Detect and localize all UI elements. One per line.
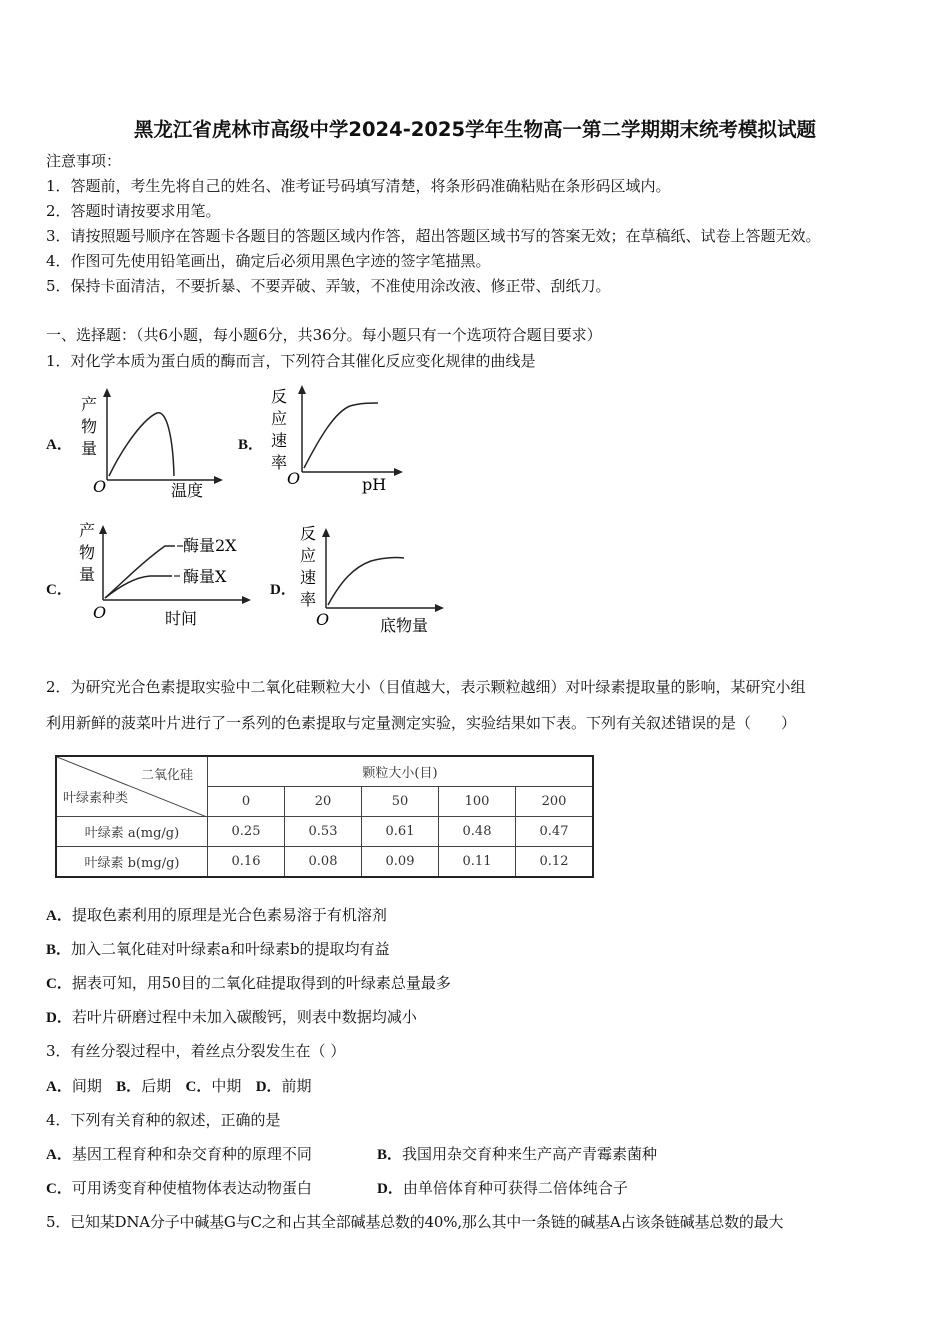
option-c-label: C． xyxy=(46,582,72,598)
graph-b xyxy=(265,382,415,494)
graph-b-ylabel-1: 反 xyxy=(271,387,288,406)
table-cell: 0.16 xyxy=(208,847,285,878)
q3-options xyxy=(46,1076,312,1097)
graph-a xyxy=(75,388,225,500)
q4-option-c-label: C． xyxy=(46,1181,72,1197)
q4-option-b-label: B． xyxy=(377,1147,403,1163)
table-column-header: 200 xyxy=(516,787,594,817)
graph-c xyxy=(75,520,260,635)
graph-c-xlabel: 时间 xyxy=(165,609,198,628)
table-group-header: 颗粒大小(目) xyxy=(208,756,594,787)
table-cell: 0.53 xyxy=(285,817,362,847)
q2-option-b-text: 加入二氧化硅对叶绿素a和叶绿素b的提取均有益 xyxy=(71,940,390,958)
q3-option-d-label: D． xyxy=(255,1079,282,1095)
table-cell: 0.47 xyxy=(516,817,594,847)
data-table xyxy=(55,755,594,878)
table-column-header: 20 xyxy=(285,787,362,817)
table-corner-top: 二氧化硅 xyxy=(140,768,193,783)
q2-option-d[interactable] xyxy=(46,1007,417,1028)
table-row xyxy=(56,817,593,847)
q4-option-c[interactable] xyxy=(46,1178,312,1199)
q3-option-a-label: A． xyxy=(46,1079,72,1095)
table-row-name: 叶绿素 b(mg/g) xyxy=(56,847,208,878)
graph-d-ylabel-2: 应 xyxy=(300,546,317,565)
notice-item: 4．作图可先使用铅笔画出，确定后必须用黑色字迹的签字笔描黑。 xyxy=(46,252,491,270)
q2-option-b-label: B． xyxy=(46,942,72,958)
graph-c-curve1-label: 酶量2X xyxy=(183,536,237,555)
graph-d-origin: O xyxy=(316,610,330,629)
graph-c-origin: O xyxy=(93,603,107,622)
graph-b-ylabel-3: 速 xyxy=(271,431,288,450)
table-cell: 0.08 xyxy=(285,847,362,878)
graph-d-xlabel: 底物量 xyxy=(380,616,429,635)
q4-option-c-text: 可用诱变育种使植物体表达动物蛋白 xyxy=(71,1179,312,1197)
q2-option-a-text: 提取色素利用的原理是光合色素易溶于有机溶剂 xyxy=(71,906,387,924)
notice-item: 1．答题前，考生先将自己的姓名、准考证号码填写清楚，将条形码准确粘贴在条形码区域内。 xyxy=(46,177,671,195)
option-b-label: B． xyxy=(238,437,264,453)
q3-option-c-label: C． xyxy=(185,1079,212,1095)
table-cell: 0.61 xyxy=(362,817,439,847)
option-a-label: A． xyxy=(46,437,72,453)
graph-c-ylabel-2: 物 xyxy=(79,543,96,562)
q3-option-a-text: 间期 xyxy=(71,1077,102,1095)
table-cell: 0.48 xyxy=(439,817,516,847)
table-cell: 0.11 xyxy=(439,847,516,878)
graph-c-ylabel-3: 量 xyxy=(79,565,96,584)
table-column-header: 50 xyxy=(362,787,439,817)
graph-d-ylabel-3: 速 xyxy=(300,568,317,587)
q3-option-c[interactable] xyxy=(186,1077,242,1095)
notice-item: 5．保持卡面清洁，不要折暴、不要弄破、弄皱，不准使用涂改液、修正带、刮纸刀。 xyxy=(46,277,611,295)
table-cell: 0.09 xyxy=(362,847,439,878)
q2-option-c-text: 据表可知，用50目的二氧化硅提取得到的叶绿素总量最多 xyxy=(71,974,451,992)
page-title: 黑龙江省虎林市高级中学2024-2025学年生物高一第二学期期末统考模拟试题 xyxy=(133,118,817,141)
graph-a-origin: O xyxy=(93,477,107,496)
notice-item: 3．请按照题号顺序在答题卡各题目的答题区域内作答，超出答题区域书写的答案无效；在草稿纸、试卷上答题无效。 xyxy=(46,227,821,245)
q4-option-a-label: A． xyxy=(46,1147,72,1163)
q2-option-b[interactable] xyxy=(46,939,390,960)
graph-b-origin: O xyxy=(287,469,301,488)
q4-option-a[interactable] xyxy=(46,1144,312,1165)
table-column-header: 100 xyxy=(439,787,516,817)
q4-option-d-label: D． xyxy=(377,1181,403,1197)
question-4-stem: 4．下列有关育种的叙述，正确的是 xyxy=(46,1111,281,1129)
notice-item: 2．答题时请按要求用笔。 xyxy=(46,202,221,220)
table-corner-bottom: 叶绿素种类 xyxy=(63,791,129,806)
table-corner-cell xyxy=(56,756,208,817)
q4-option-d-text: 由单倍体育种可获得二倍体纯合子 xyxy=(402,1179,628,1197)
q2-option-d-label: D． xyxy=(46,1010,72,1026)
table-row xyxy=(56,847,593,878)
question-2-stem-line1: 2．为研究光合色素提取实验中二氧化硅颗粒大小（目值越大，表示颗粒越细）对叶绿素提取量的影响，某研究小组 xyxy=(46,678,806,696)
q3-option-d-text: 前期 xyxy=(281,1077,312,1095)
question-5-stem: 5．已知某DNA分子中碱基G与C之和占其全部碱基总数的40%,那么其中一条链的碱基A占该条链碱基总数的最大 xyxy=(46,1213,784,1231)
q4-option-b[interactable] xyxy=(377,1144,657,1165)
table-cell: 0.12 xyxy=(516,847,594,878)
q2-option-c[interactable] xyxy=(46,973,451,994)
graph-c-ylabel-1: 产 xyxy=(79,521,96,540)
graph-d xyxy=(296,523,456,638)
notice-heading: 注意事项： xyxy=(46,152,122,170)
q4-option-d[interactable] xyxy=(377,1178,628,1199)
q3-option-b[interactable] xyxy=(116,1077,171,1095)
q3-option-b-text: 后期 xyxy=(141,1077,172,1095)
q3-option-c-text: 中期 xyxy=(211,1077,242,1095)
graph-d-ylabel-1: 反 xyxy=(300,524,317,543)
q3-option-d[interactable] xyxy=(256,1077,312,1095)
graph-b-xlabel: pH xyxy=(362,475,387,494)
question-1-stem: 1．对化学本质为蛋白质的酶而言，下列符合其催化反应变化规律的曲线是 xyxy=(46,352,536,370)
question-3-stem: 3．有丝分裂过程中，着丝点分裂发生在（ ） xyxy=(46,1042,346,1060)
q2-option-a-label: A． xyxy=(46,908,72,924)
q2-option-d-text: 若叶片研磨过程中未加入碳酸钙，则表中数据均减小 xyxy=(71,1008,417,1026)
q4-option-a-text: 基因工程育种和杂交育种的原理不同 xyxy=(71,1145,312,1163)
question-2-stem-line2: 利用新鲜的菠菜叶片进行了一系列的色素提取与定量测定实验，实验结果如下表。下列有关叙述错误的是（ ） xyxy=(46,714,797,732)
graph-b-ylabel-4: 率 xyxy=(271,453,288,472)
table-cell: 0.25 xyxy=(208,817,285,847)
q2-option-c-label: C． xyxy=(46,976,72,992)
graph-d-ylabel-4: 率 xyxy=(300,590,317,609)
q3-option-a[interactable] xyxy=(46,1077,102,1095)
q2-option-a[interactable] xyxy=(46,905,387,926)
graph-a-ylabel-1: 产 xyxy=(81,395,98,414)
option-d-label: D． xyxy=(270,582,296,598)
table-column-header: 0 xyxy=(208,787,285,817)
table-row-name: 叶绿素 a(mg/g) xyxy=(56,817,208,847)
graph-a-xlabel: 温度 xyxy=(171,481,204,500)
graph-b-ylabel-2: 应 xyxy=(271,409,288,428)
q4-option-b-text: 我国用杂交育种来生产高产青霉素菌种 xyxy=(402,1145,658,1163)
q3-option-b-label: B． xyxy=(116,1079,142,1095)
section-heading: 一、选择题：（共6小题，每小题6分，共36分。每小题只有一个选项符合题目要求） xyxy=(46,326,602,344)
graph-a-ylabel-2: 物 xyxy=(81,417,98,436)
graph-c-curve2-label: 酶量X xyxy=(183,567,227,586)
graph-a-ylabel-3: 量 xyxy=(81,439,98,458)
